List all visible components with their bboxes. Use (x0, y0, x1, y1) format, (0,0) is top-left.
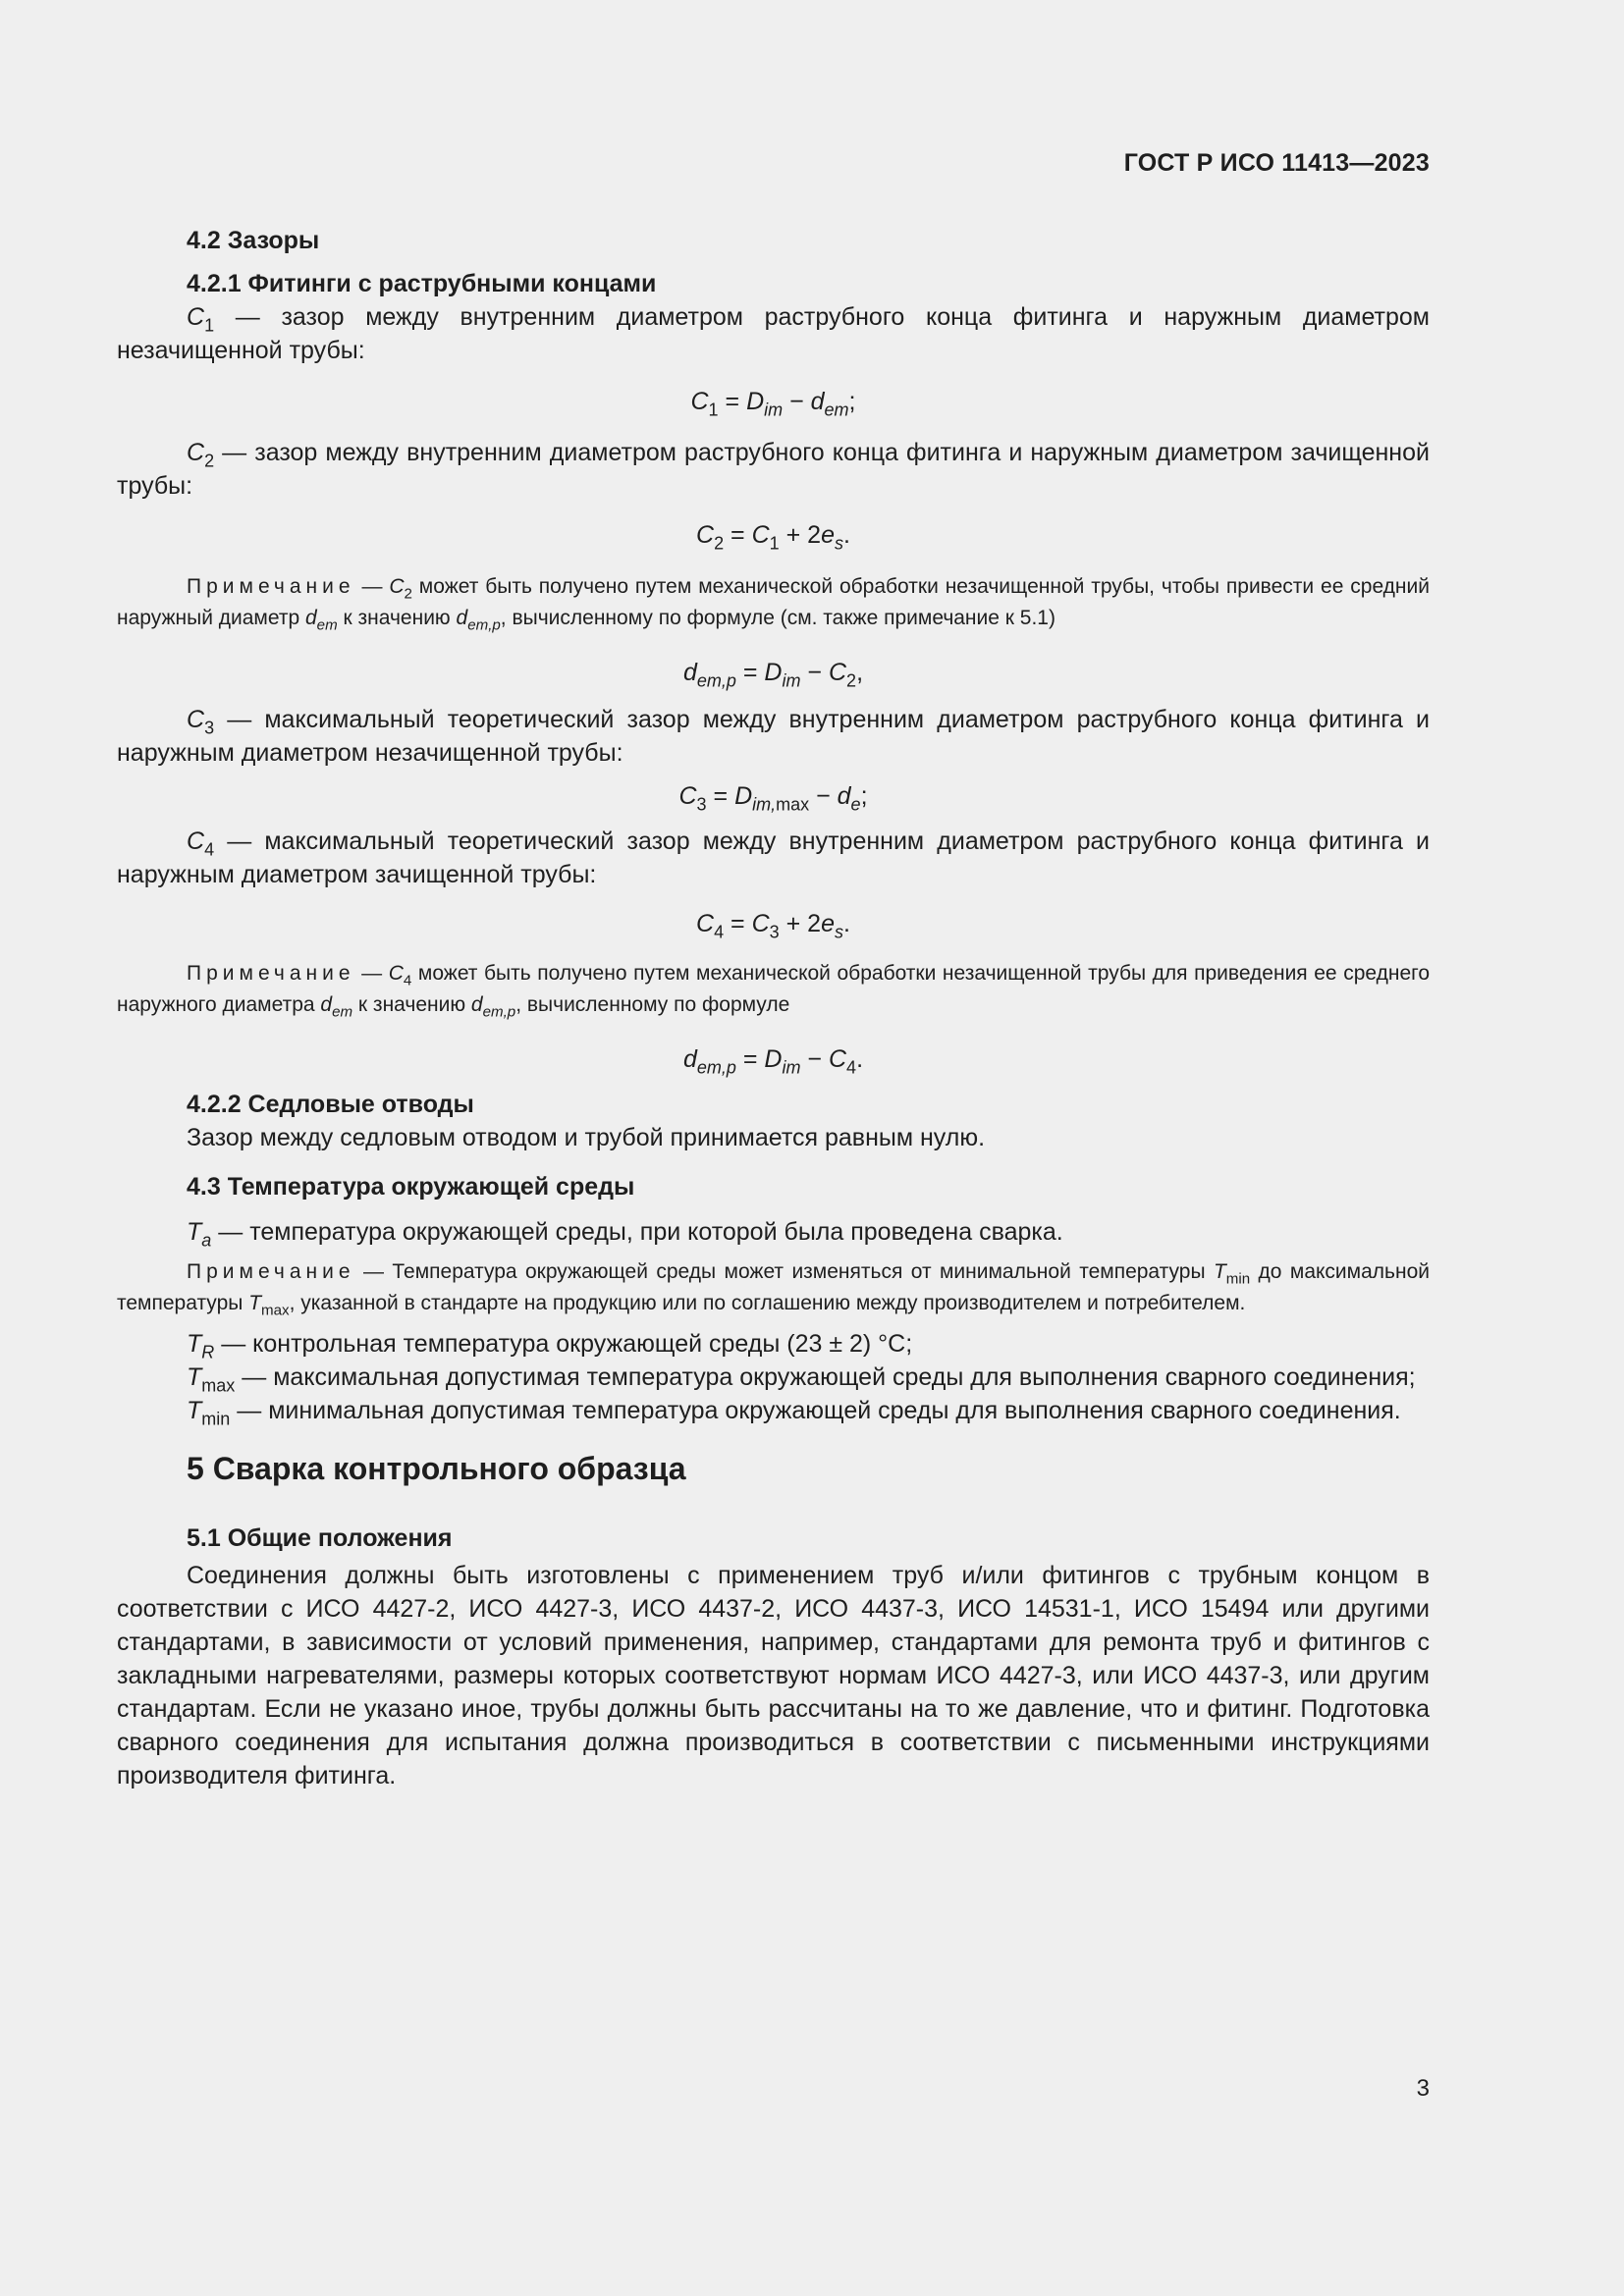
c4-definition: $C_4$ — максимальный теоретический зазор между внутренним диаметром раструбного конца фитинга и наружным диаметром зачищенной трубы: (117, 828, 1430, 888)
note-2: Примечание — $C_4$ может быть получено путем механической обработки незачищенной трубы для приведения ее среднего наружного диаметра $d_{em}$ к значению $d_{em,p}$, вычисленному по формуле (117, 962, 1431, 1021)
document-page (117, 0, 1430, 2296)
section-4-2-1-title: 4.2.1 Фитинги с раструбными концами (187, 270, 657, 297)
tr-definition: $T_R$ — контрольная температура окружающей среды (23 ± 2) °C; (187, 1330, 913, 1362)
c2-definition: $C_2$ — зазор между внутренним диаметром раструбного конца фитинга и наружным диаметром зачищенной трубы: (117, 439, 1430, 500)
formula-c1: $C_1 = D_{im} - d_{em}$; (690, 388, 856, 420)
section-4-2-2-text: Зазор между седловым отводом и трубой принимается равным нулю. (187, 1124, 986, 1151)
standard-header: ГОСТ Р ИСО 11413—2023 (1123, 149, 1430, 177)
page-number: 3 (1416, 2075, 1430, 2102)
section-4-2-title: 4.2 Зазоры (187, 227, 320, 254)
section-5-1-text: Соединения должны быть изготовлены с применением труб и/или фитингов с трубным концом в соответствии с ИСО 4427-2, ИСО 4427-3, ИСО 4437-2, ИСО 4437-3, ИСО 14531-1, ИСО 15494 или другими стандартами, в зависимости от условий применения, например, стандартами для ремонта труб и фитингов с закладными нагревателями, размеры которых соответствуют нормам ИСО 4427-3, или ИСО 4437-3, или другим стандартам. Если не указано иное, трубы должны быть рассчитаны на то же давление, что и фитинг. Подготовка сварного соединения для испытания должна производиться в соответствии с письменными инструкциями производителя фитинга. (117, 1562, 1430, 1789)
section-4-2-2-title: 4.2.2 Седловые отводы (187, 1091, 474, 1118)
tmax-definition: $T_{max}$ — максимальная допустимая температура окружающей среды для выполнения сварного соединения; (187, 1363, 1416, 1396)
formula-c2: $C_2 = C_1 + 2e_s$. (696, 521, 850, 554)
section-4-3-title: 4.3 Температура окружающей среды (187, 1173, 635, 1201)
c3-definition: $C_3$ — максимальный теоретический зазор между внутренним диаметром раструбного конца фитинга и наружным диаметром незачищенной трубы: (117, 706, 1430, 767)
section-5-1-title: 5.1 Общие положения (187, 1524, 453, 1552)
note-1: Примечание — $C_2$ может быть получено путем механической обработки незачищенной трубы, чтобы привести ее средний наружный диаметр $d_{em}$ к значению $d_{em,p}$, вычисленному по формуле (см. также примечание к 5.1) (117, 575, 1430, 634)
formula-dem-p-c2: $d_{em,p} = D_{im} - C_2$, (682, 659, 864, 691)
note-3: Примечание — Температура окружающей среды может изменяться от минимальной температуры $T_{min}$ до максимальной температуры $T_{max}$, указанной в стандарте на продукцию или по соглашению между производителем и потребителем. (117, 1260, 1430, 1319)
ta-definition: $T_a$ — температура окружающей среды, при которой была проведена сварка. (187, 1218, 1063, 1251)
section-5-title: 5 Сварка контрольного образца (187, 1451, 686, 1486)
formula-c4: $C_4 = C_3 + 2e_s$. (696, 910, 850, 942)
formula-dem-p-c4: $d_{em,p} = D_{im} - C_4$. (682, 1045, 864, 1078)
tmin-definition: $T_{min}$ — минимальная допустимая температура окружающей среды для выполнения сварного соединения. (187, 1397, 1401, 1429)
page-content (117, 224, 1430, 1792)
formula-c3: $C_3 = D_{im,max} - d_e$; (678, 782, 868, 815)
c1-definition: $C_1$ — зазор между внутренним диаметром раструбного конца фитинга и наружным диаметром незачищенной трубы: (117, 303, 1430, 364)
